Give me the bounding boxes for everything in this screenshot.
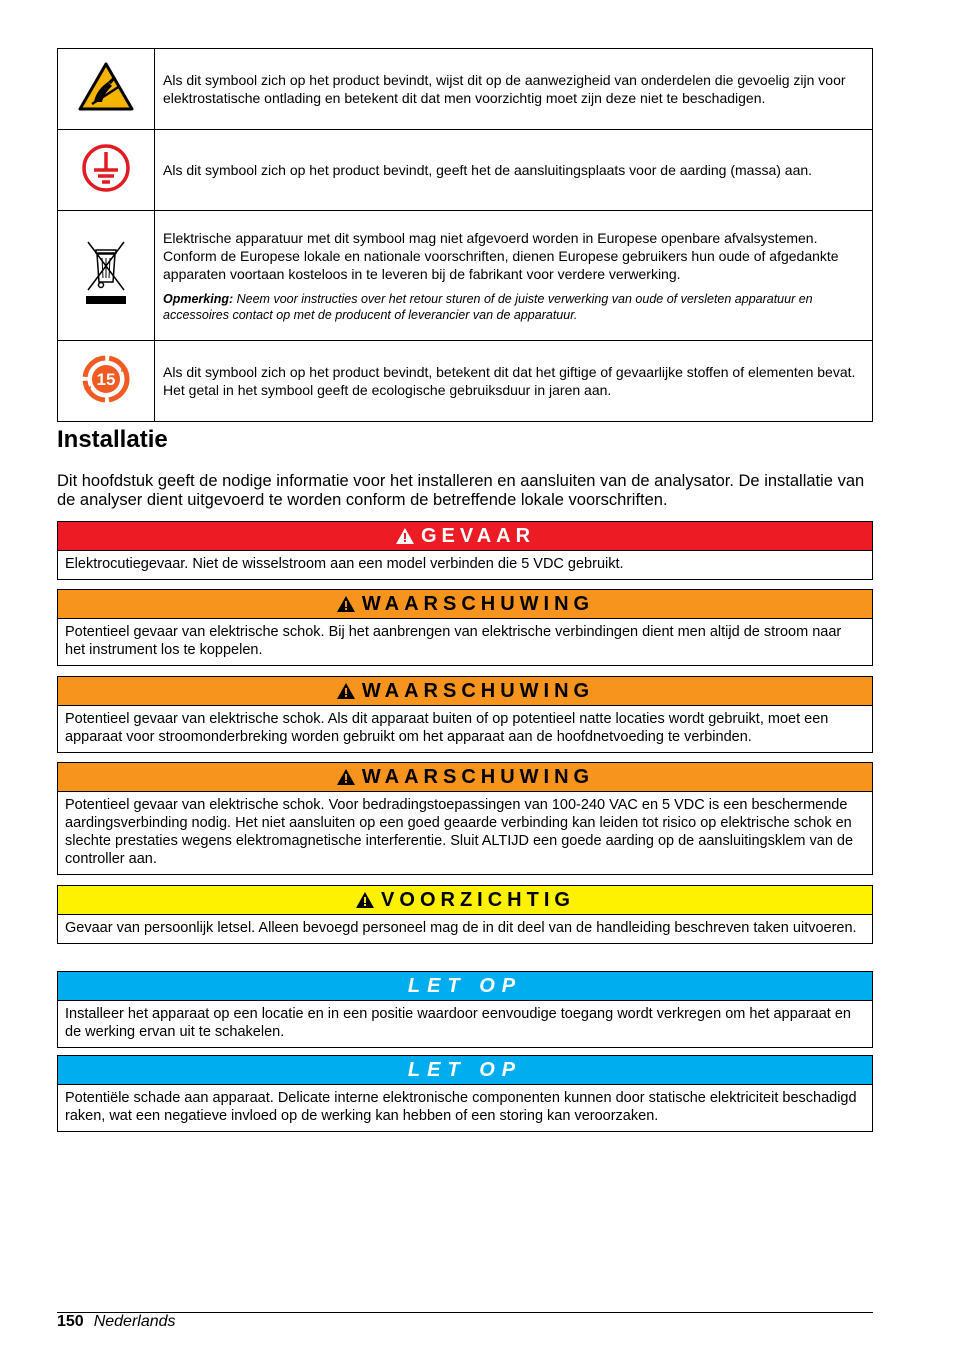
warning-header (58, 590, 872, 619)
symbol-description: Elektrische apparatuur met dit symbool mag niet afgevoerd worden in Europese openbare afvalsystemen. Conform de Europese lokale en nationale voorschriften, dienen Europese gebruikers hun oude of afgedankte apparaten voortaan kosteloos in te leveren bij de fabrikant voor verdere verwerking. (163, 229, 839, 282)
notice-header (58, 972, 872, 1001)
warning-text: Potentieel gevaar van elektrische schok. Voor bedradingstoepassingen van 100-240 VAC en 5 VDC is een beschermende aardingsverbinding nodig. Het niet aansluiten op een goed geaarde verbinding kan leiden tot risico op elektrische schok en slechte prestaties wegens elektromagnetische interferentie. Sluit ALTIJD een goede aarding op de aansluitingsklem van de controller aan. (65, 797, 854, 867)
warning-label: WAARSCHUWING (361, 765, 595, 788)
warning-header (58, 763, 872, 792)
symbol-row (58, 341, 873, 422)
symbol-icon-cell (58, 130, 155, 211)
symbol-row (58, 49, 873, 130)
warning-box (57, 589, 873, 666)
protective-earth-icon (81, 143, 131, 193)
warning-text: Potentieel gevaar van elektrische schok. Als dit apparaat buiten of op potentieel natte locaties wordt gebruikt, moet een apparaat voor stroomonderbreking worden gebruikt om het apparaat aan de hoofdnetvoeding te verbinden. (65, 711, 829, 745)
warning-box (57, 676, 873, 753)
footer-language: Nederlands (93, 1313, 176, 1330)
warning-triangle-icon (395, 527, 415, 545)
note (163, 291, 864, 323)
symbol-description: Als dit symbool zich op het product bevindt, geeft het de aansluitingsplaats voor de aarding (massa) aan. (155, 130, 873, 211)
danger-text: Elektrocutiegevaar. Niet de wisselstroom aan een model verbinden die 5 VDC gebruikt. (65, 556, 624, 572)
footer-divider (57, 1312, 873, 1313)
page-number: 150 (57, 1313, 84, 1330)
page-footer (57, 1313, 176, 1331)
danger-label: GEVAAR (420, 524, 536, 547)
notice-box (57, 971, 873, 1048)
notice-header (58, 1056, 872, 1085)
notice-label: LET OP (407, 1058, 523, 1081)
caution-header (58, 886, 872, 915)
symbol-icon-cell (58, 211, 155, 341)
notice-text: Potentiële schade aan apparaat. Delicate interne elektronische componenten kunnen door statische elektriciteit beschadigd raken, wat een negatieve invloed op de werking kan hebben of een storing kan veroorzaken. (65, 1090, 857, 1124)
symbol-row (58, 130, 873, 211)
warning-label: WAARSCHUWING (361, 679, 595, 702)
section-title: Installatie (57, 426, 168, 453)
warning-label: WAARSCHUWING (361, 592, 595, 615)
notice-text: Installeer het apparaat op een locatie en in een positie waardoor eenvoudige toegang wordt verkregen om het apparaat en de werking ervan uit te schakelen. (65, 1006, 851, 1040)
warning-header (58, 677, 872, 706)
symbol-table (57, 48, 873, 422)
warning-triangle-icon (355, 891, 375, 909)
warning-box (57, 762, 873, 875)
symbol-row (58, 211, 873, 341)
danger-header (58, 522, 872, 551)
section-intro: Dit hoofdstuk geeft de nodige informatie voor het installeren en aansluiten van de analysator. De installatie van de analyser dient uitgevoerd te worden conform de betreffende lokale voorschriften. (57, 472, 865, 509)
warning-triangle-icon (336, 768, 356, 786)
symbol-description: Als dit symbool zich op het product bevindt, betekent dit dat het giftige of gevaarlijke stoffen of elementen bevat. Het getal in het symbool geeft de ecologische gebruiksduur in jaren aan. (155, 341, 873, 422)
esd-warning-icon (78, 62, 134, 112)
note-label: Opmerking: (163, 291, 234, 306)
caution-label: VOORZICHTIG (381, 888, 575, 911)
symbol-icon-cell (58, 341, 155, 422)
warning-triangle-icon (336, 595, 356, 613)
caution-box (57, 885, 873, 944)
efup-number: 15 (96, 369, 116, 389)
symbol-icon-cell (58, 49, 155, 130)
warning-triangle-icon (336, 682, 356, 700)
caution-text: Gevaar van persoonlijk letsel. Alleen bevoegd personeel mag de in dit deel van de handleiding beschreven taken uitvoeren. (65, 920, 857, 936)
danger-box (57, 521, 873, 580)
note-text: Neem voor instructies over het retour sturen of de juiste verwerking van oude of versleten apparatuur en accessoires contact op met de producent of leverancier van de apparatuur. (163, 291, 813, 322)
notice-box (57, 1055, 873, 1132)
symbol-description-cell (155, 211, 873, 341)
notice-label: LET OP (407, 974, 523, 997)
symbol-description: Als dit symbool zich op het product bevindt, wijst dit op de aanwezigheid van onderdelen die gevoelig zijn voor elektrostatische ontlading en betekent dit dat men voorzichtig moet zijn deze niet te beschadigen. (155, 49, 873, 130)
warning-text: Potentieel gevaar van elektrische schok. Bij het aanbrengen van elektrische verbindingen dient men altijd de stroom naar het instrument los te koppelen. (65, 624, 842, 658)
weee-crossed-bin-icon (84, 240, 128, 306)
efup-15-icon (82, 355, 130, 403)
